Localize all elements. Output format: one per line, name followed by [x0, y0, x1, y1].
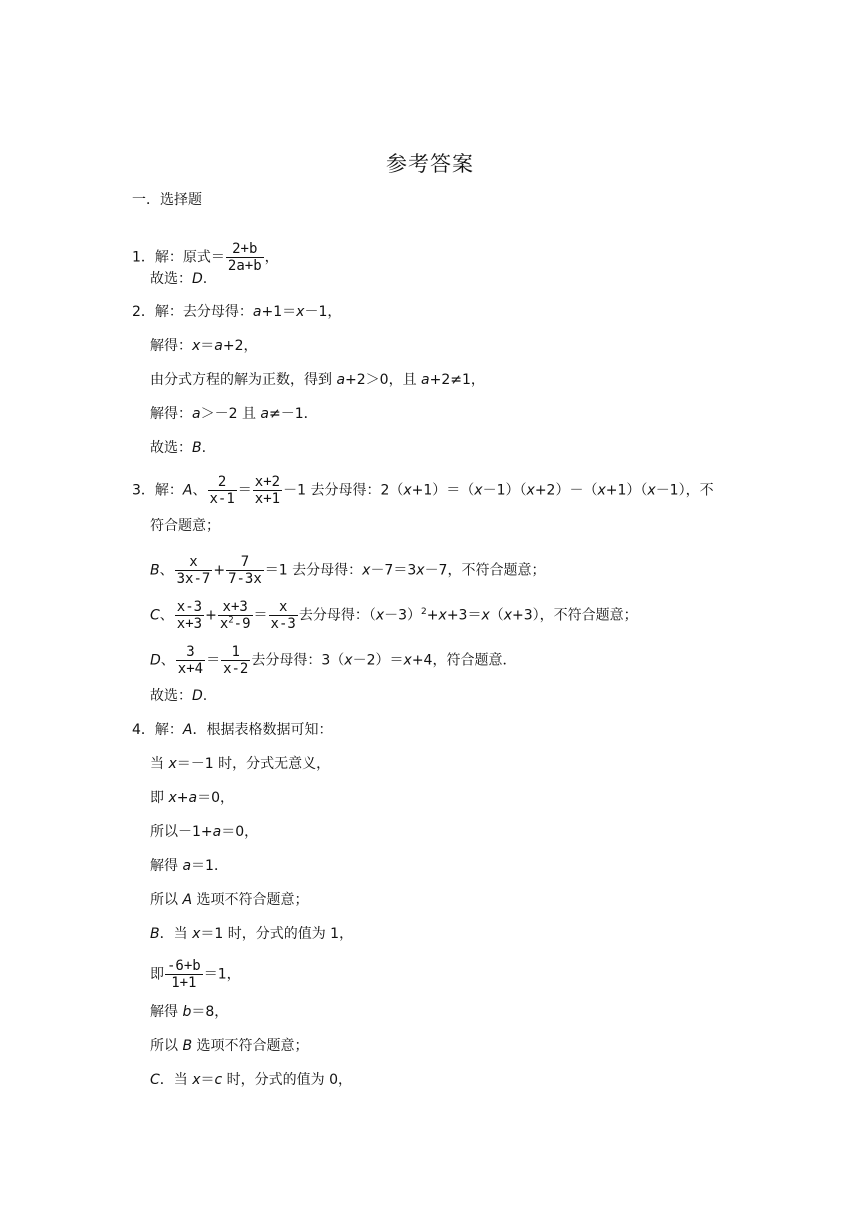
q4-line-7: B．当 x＝1 时，分式的值为 1，: [150, 926, 354, 942]
q2-line-1: 2．解：去分母得：a+1＝x－1，: [132, 304, 342, 320]
q3-b-fraction-2: $\frac{7}{7-3x}$: [228, 554, 262, 587]
q3-a-fraction-1: $\frac{2}{x-1}$: [209, 474, 235, 507]
q3-c-fraction-1: $\frac{x-3}{x+3}$: [176, 599, 203, 632]
q4-line-1: 4．解：A．根据表格数据可知：: [132, 722, 333, 738]
q3-option-c: C、 $\frac{x-3}{x+3}$ + $\frac{x+3}{x^2-9}$ ＝ $\frac{x}{x-3}$ 去分母得：$(x-3)^2+x+3=x(x+3)$，不符合题意；: [150, 599, 638, 632]
q1-fraction: $\frac{2+b}{2a+b}$: [227, 241, 262, 274]
q3-b-fraction-1: $\frac{x}{3x-7}$: [176, 554, 211, 587]
q3-option-a: 3．解：A、 $\frac{2}{x-1}$ ＝ $\frac{x+2}{x+1}$ －1 去分母得：2（x+1）＝（x－1）（x+2）－（x+1）（x－1），不: [132, 474, 714, 507]
q3-c-fraction-3: $\frac{x}{x-3}$: [270, 599, 296, 632]
q4-line-4: 所以－1+a＝0，: [150, 824, 259, 840]
q2-line-3: 由分式方程的解为正数，得到 a+2＞0，且 a+2≠1，: [150, 372, 485, 388]
q2-answer: 故选：B.: [150, 440, 207, 456]
q4-line-3: 即 x+a＝0，: [150, 790, 234, 806]
q4-line-6: 所以 A 选项不符合题意；: [150, 892, 309, 908]
q2-line-4: 解得：a＞－2 且 a≠－1．: [150, 406, 318, 422]
q2-line-2: 解得：x＝a+2，: [150, 338, 258, 354]
q3-option-d: D、 $\frac{3}{x+4}$ ＝ $\frac{1}{x-2}$ 去分母得：3（x－2）＝x+4，符合题意．: [150, 644, 517, 677]
q3-answer: 故选：D.: [150, 688, 208, 704]
q3-d-fraction-1: $\frac{3}{x+4}$: [177, 644, 204, 677]
q4-line-5: 解得 a＝1．: [150, 858, 228, 874]
q4-fraction: $\frac{-6+b}{1+1}$: [167, 958, 201, 991]
q1-answer: 故选：D.: [150, 271, 208, 287]
q4-line-11: C．当 x＝c 时，分式的值为 0，: [150, 1072, 353, 1088]
section-heading: 一．选择题: [132, 192, 202, 208]
q4-line-10: 所以 B 选项不符合题意；: [150, 1038, 309, 1054]
q1-line: 1．解：原式＝ $\frac{2+b}{2a+b}$ ，: [132, 241, 279, 274]
q3-option-b: B、 $\frac{x}{3x-7}$ + $\frac{7}{7-3x}$ ＝1 去分母得：x－7＝3x－7，不符合题意；: [150, 554, 546, 587]
page-title: 参考答案: [386, 152, 474, 176]
q4-line-2: 当 x＝－1 时，分式无意义，: [150, 756, 331, 772]
q3-option-a-continued: 符合题意；: [150, 518, 220, 534]
q3-d-fraction-2: $\frac{1}{x-2}$: [223, 644, 249, 677]
q3-c-fraction-2: $\frac{x+3}{x^2-9}$: [219, 599, 251, 632]
q3-a-fraction-2: $\frac{x+2}{x+1}$: [254, 474, 281, 507]
q4-line-9: 解得 b＝8，: [150, 1004, 229, 1020]
q4-line-8: 即 $\frac{-6+b}{1+1}$ ＝1，: [150, 958, 241, 991]
